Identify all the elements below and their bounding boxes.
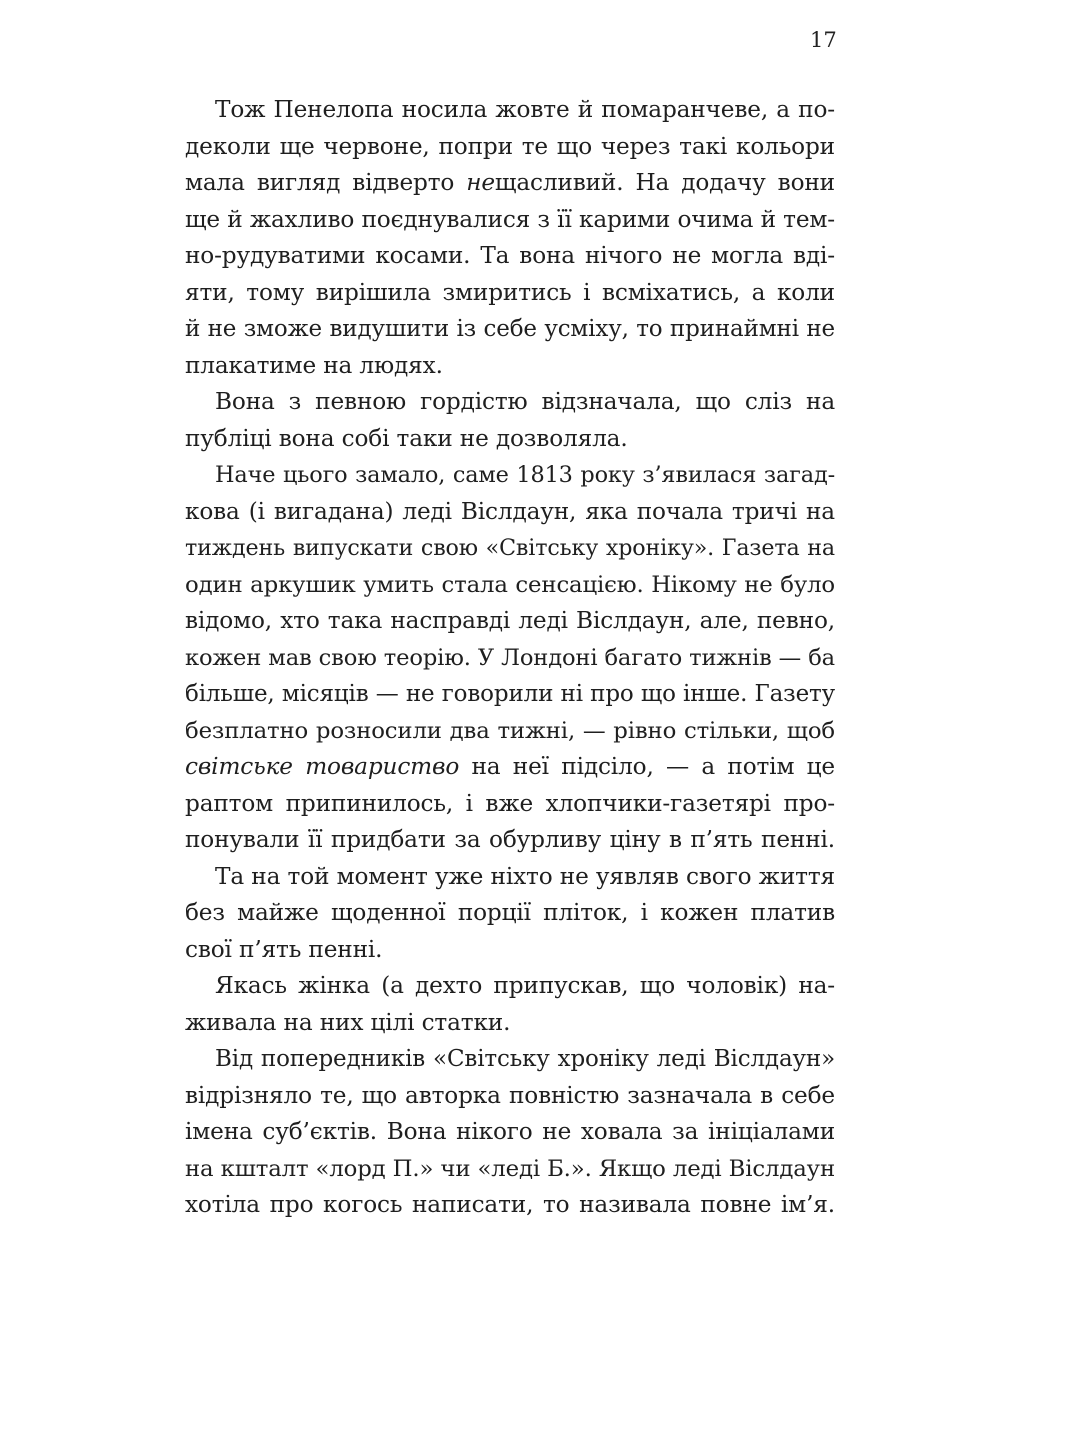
text-line: публіці вона собі таки не дозволяла. [185, 424, 628, 452]
text-line: Від попередників «Світську хроніку леді Віслдаун» [215, 1046, 835, 1072]
text-line: плакатиме на людях. [185, 351, 443, 379]
text-line: Та на той момент уже ніхто не уявляв свого життя [215, 862, 835, 890]
text-line [185, 749, 835, 786]
text-line: на кшталт «лорд П.» чи «леді Б.». Якщо леді Віслдаун [185, 1155, 835, 1182]
text-line: но-рудуватими косами. Та вона нічого не могла вді- [185, 242, 835, 269]
text-line: безплатно розносили два тижні, — рівно стільки, щоб [185, 717, 835, 744]
text-line: кожен мав свою теорію. У Лондоні багато тижнів — ба [185, 644, 835, 671]
italic-fragment: не [466, 169, 495, 196]
text-line [185, 165, 835, 202]
text-line: Тож Пенелопа носила жовте й помаранчеве, а по- [215, 96, 835, 123]
text-line: Наче цього замало, саме 1813 року з’явилася загад- [215, 462, 835, 488]
text-line: живала на них цілі статки. [185, 1008, 511, 1036]
text-line: імена суб’єктів. Вона нікого не ховала за ініціалами [185, 1118, 835, 1145]
text-line: раптом припинилось, і вже хлопчики-газетярі про- [185, 789, 835, 817]
text-line: понували її придбати за обурливу ціну в п’ять пенні. [185, 826, 835, 853]
text-line: деколи ще червоне, попри те що через такі кольори [185, 132, 835, 160]
text-line: без майже щоденної порції пліток, і кожен платив [185, 899, 835, 926]
paragraph [185, 1041, 835, 1224]
paragraph [185, 384, 835, 457]
paragraph [185, 92, 835, 384]
text-line: відрізняло те, що авторка повністю зазначала в себе [185, 1081, 835, 1109]
text-line: кова (і вигадана) леді Віслдаун, яка почала тричі на [185, 497, 835, 525]
text-fragment: на неї підсіло, — а потім це [459, 753, 835, 780]
text-line: хотіла про когось написати, то називала повне ім’я. [185, 1191, 835, 1218]
text-line: більше, місяців — не говорили ні про що інше. Газету [185, 681, 835, 707]
text-fragment: мала вигляд відверто [185, 169, 467, 196]
paragraph [185, 968, 835, 1041]
text-line: Якась жінка (а дехто припускав, що чоловік) на- [215, 972, 835, 999]
paragraph [185, 859, 835, 969]
text-line: Вона з певною гордістю відзначала, що сліз на [215, 388, 835, 415]
text-line: відомо, хто така насправді леді Віслдаун, але, певно, [185, 607, 835, 634]
text-line: тиждень випускати свою «Світську хроніку». Газета на [185, 535, 835, 561]
page-number: 17 [810, 28, 837, 52]
text-line: свої п’ять пенні. [185, 935, 383, 963]
italic-fragment: світське товариство [185, 753, 460, 780]
text-line: один аркушик умить стала сенсацією. Нікому не було [185, 571, 835, 598]
paragraph [185, 457, 835, 859]
text-line: яти, тому вирішила змиритись і всміхатись, а коли [185, 278, 835, 306]
text-line: ще й жахливо поєднувалися з її карими очима й тем- [185, 205, 835, 233]
text-fragment: щасливий. На додачу вони [494, 169, 835, 196]
body-text [185, 92, 835, 1224]
text-line: й не зможе видушити із себе усміху, то принаймні не [185, 316, 835, 342]
